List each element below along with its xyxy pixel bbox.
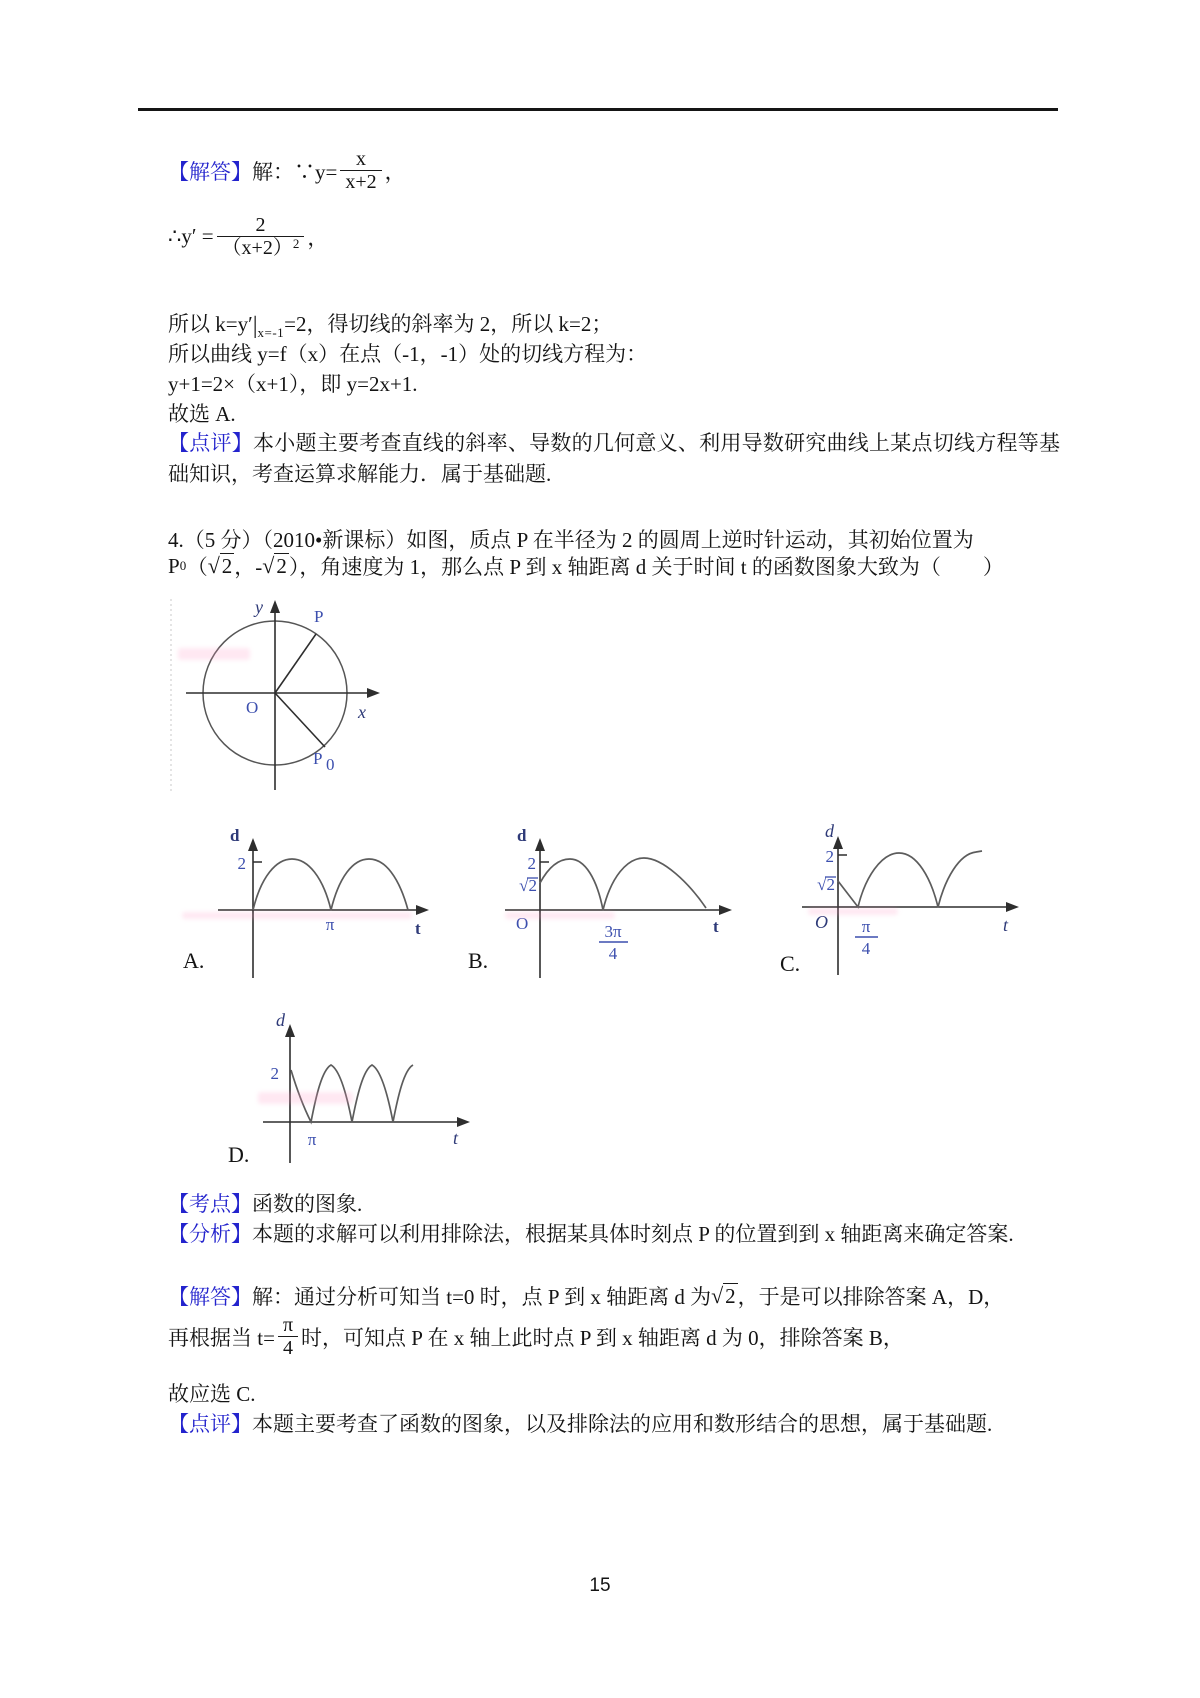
- D-curve: [291, 1065, 413, 1122]
- solution1-line4: 所以曲线 y=f（x）在点（-1，-1）处的切线方程为：: [168, 342, 648, 366]
- C-frac-den: 4: [861, 939, 871, 958]
- question4-line2: P 0 （ √ 2 ，- √ 2 ），角速度为 1，那么点 P 到 x 轴距离 d 关于时间 t 的函数图象大致为（ ）: [168, 553, 1004, 579]
- jieda-line1: 【解答】 解：通过分析可知当 t=0 时，点 P 到 x 轴距离 d 为 √ 2 ，于是可以排除答案 A，D，: [168, 1283, 1005, 1309]
- point-P0-subscript: 0: [326, 755, 335, 774]
- B-d-label: d: [517, 826, 527, 845]
- solution1-line1-pre: 解：∵y=: [252, 159, 338, 184]
- D-pi-label: π: [307, 1130, 317, 1149]
- graph-option-C: [750, 810, 1040, 985]
- answer4-conclusion: 故应选 C.: [168, 1382, 256, 1406]
- A-pi-label: π: [325, 915, 335, 934]
- B-origin-label: O: [516, 914, 529, 933]
- B-t-axis-arrow: [719, 905, 732, 915]
- jieda-tag: 【解答】: [168, 159, 252, 184]
- C-t-axis-arrow: [1006, 902, 1019, 912]
- fenxi-paragraph: 【分析】本题的求解可以利用排除法，根据某具体时刻点 P 的位置到到 x 轴距离来确定答案.: [168, 1222, 1014, 1246]
- B-sqrt2-label: √2: [519, 876, 537, 895]
- header-rule: [138, 108, 1058, 111]
- sqrt-2-answer: √ 2: [711, 1283, 736, 1308]
- graph-option-D: [225, 1008, 485, 1173]
- y-axis-label: y: [255, 597, 263, 617]
- option-B-label: B.: [468, 948, 489, 973]
- D-d-axis-arrow: [285, 1024, 295, 1037]
- D-d-label: d: [276, 1010, 285, 1030]
- D-tick-2-label: 2: [270, 1064, 279, 1083]
- option-C-label: C.: [780, 951, 801, 976]
- solution1-line2-post: ，: [307, 225, 329, 250]
- solution1-line1: [168, 148, 406, 194]
- page-number: 15: [589, 1575, 611, 1596]
- radius-to-P: [275, 634, 316, 693]
- x-axis-label: x: [358, 702, 366, 722]
- point-P-label: P: [314, 607, 324, 626]
- circle-figure: [160, 595, 405, 810]
- C-tick-2-label: 2: [825, 847, 834, 866]
- fraction-2-over-x+2-squared: $\frac{2}{(x+2)^2}$: [217, 214, 305, 260]
- kaodian-tag: 【考点】: [168, 1192, 252, 1216]
- dianping-tag: 【点评】: [168, 431, 253, 455]
- A-d-axis-arrow: [248, 838, 258, 851]
- jieda-tag-2: 【解答】: [168, 1285, 252, 1309]
- graph-option-A: [165, 820, 445, 985]
- A-curve: [253, 859, 408, 910]
- x-axis-arrow: [367, 688, 380, 698]
- A-d-label: d: [230, 826, 240, 845]
- D-t-axis-arrow: [457, 1117, 470, 1127]
- A-tick-2-label: 2: [237, 854, 246, 873]
- B-d-axis-arrow: [535, 838, 545, 851]
- A-t-label: t: [415, 919, 421, 938]
- point-P0-label: P: [313, 749, 323, 768]
- question4-line1: 4.（5 分）（2010•新课标）如图，质点 P 在半径为 2 的圆周上逆时针运动，其初始位置为: [168, 528, 974, 552]
- B-tick-2-label: 2: [527, 854, 536, 873]
- sqrt-2-first: √ 2: [207, 553, 233, 578]
- fraction-x-over-x+2: $\frac{x}{x+2}$: [340, 148, 381, 194]
- y-axis-arrow: [270, 600, 280, 613]
- C-d-label: d: [825, 821, 834, 841]
- jieda-line2: 再根据当 t= $\frac{\pi}{4}$ 时，可知点 P 在 x 轴上此时点 P 到 x 轴距离 d 为 0，排除答案 B，: [168, 1314, 904, 1360]
- B-frac-den: 4: [608, 944, 618, 963]
- kaodian-line: 【考点】函数的图象.: [168, 1192, 363, 1216]
- C-curve: [838, 851, 982, 907]
- option-D-label: D.: [228, 1142, 250, 1167]
- origin-label: O: [246, 698, 259, 717]
- fraction-pi-over-4: $\frac{\pi}{4}$: [278, 1314, 298, 1360]
- B-curve: [540, 858, 706, 910]
- solution1-dianping: 【点评】本小题主要考查直线的斜率、导数的几何意义、利用导数研究曲线上某点切线方程等基础知识，考查运算求解能力．属于基础题.: [168, 431, 1061, 486]
- C-sqrt2-label: √2: [817, 875, 835, 894]
- solution1-line5: y+1=2×（x+1），即 y=2x+1.: [168, 372, 418, 396]
- solution1-line3: 所以 $k=y'|_{x=-1}=2$，得切线的斜率为 2，所以 k=2；: [168, 312, 613, 340]
- C-origin-label: O: [815, 912, 828, 932]
- dianping-tag-2: 【点评】: [168, 1412, 252, 1436]
- option-A-label: A.: [183, 948, 205, 973]
- solution1-line2-pre: ∴y′ =: [168, 224, 214, 249]
- C-frac-num: π: [861, 917, 871, 936]
- D-t-label: t: [453, 1128, 459, 1148]
- C-d-axis-arrow: [833, 836, 843, 849]
- answer4-dianping: 【点评】本题主要考查了函数的图象，以及排除法的应用和数形结合的思想，属于基础题.: [168, 1412, 993, 1436]
- fenxi-tag: 【分析】: [168, 1222, 252, 1246]
- A-t-axis-arrow: [416, 905, 429, 915]
- radius-to-P0: [275, 693, 325, 747]
- B-t-label: t: [713, 917, 719, 936]
- B-frac-num: 3π: [604, 922, 622, 941]
- sqrt-2-second: √ 2: [262, 553, 287, 578]
- graph-option-B: [455, 820, 745, 985]
- C-t-label: t: [1003, 915, 1009, 935]
- solution1-answer: 故选 A.: [168, 402, 236, 426]
- solution1-line1-post: ，: [384, 159, 406, 184]
- solution1-line2: [168, 214, 328, 260]
